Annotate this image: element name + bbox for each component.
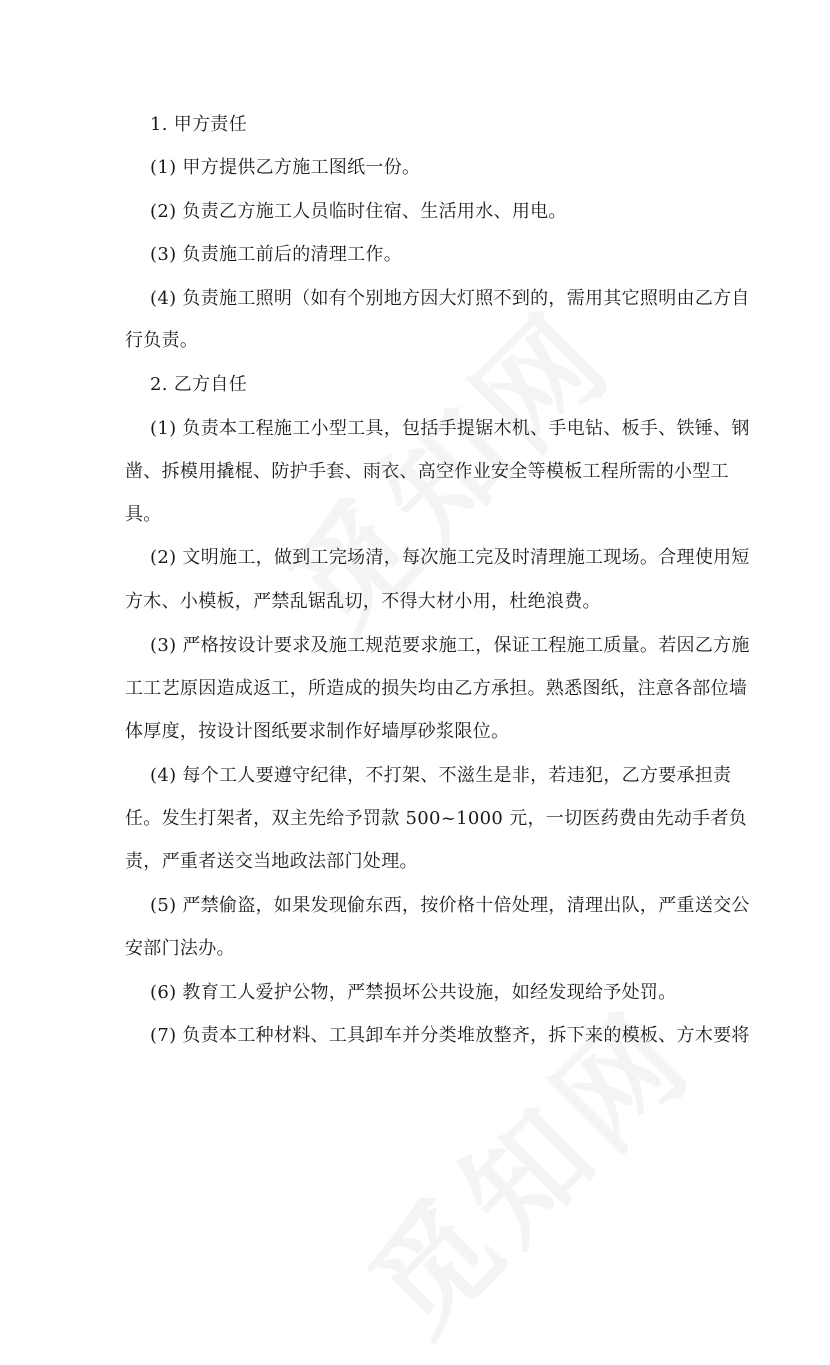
paragraph-line: 安部门法办。 [125,938,235,959]
paragraph-line: 任。发生打架者，双主先给予罚款 500~1000 元，一切医药费由先动手者负 [125,808,748,829]
section-heading: 1. 甲方责任 [150,114,247,135]
paragraph-line: (7) 负责本工种材料、工具卸车并分类堆放整齐，拆下来的模板、方木要将 [150,1025,750,1046]
paragraph-line: (1) 负责本工程施工小型工具，包括手提锯木机、手电钻、板手、铁锤、钢 [150,418,750,439]
paragraph-line: (2) 负责乙方施工人员临时住宿、生活用水、用电。 [150,201,567,222]
paragraph-line: 行负责。 [125,330,199,351]
paragraph-line: (4) 负责施工照明（如有个别地方因大灯照不到的，需用其它照明由乙方自 [150,288,750,309]
paragraph-line: (3) 负责施工前后的清理工作。 [150,244,403,265]
paragraph-line: (3) 严格按设计要求及施工规范要求施工，保证工程施工质量。若因乙方施 [150,635,750,656]
paragraph-line: 工工艺原因造成返工，所造成的损失均由乙方承担。熟悉图纸，注意各部位墙 [125,678,748,699]
paragraph-line: (2) 文明施工，做到工完场清，每次施工完及时清理施工现场。合理使用短 [150,547,750,568]
paragraph-line: (1) 甲方提供乙方施工图纸一份。 [150,157,421,178]
paragraph-line: (5) 严禁偷盗，如果发现偷东西，按价格十倍处理，清理出队，严重送交公 [150,895,750,916]
paragraph-line: 凿、拆模用撬棍、防护手套、雨衣、高空作业安全等模板工程所需的小型工 [125,461,729,482]
paragraph-line: 责，严重者送交当地政法部门处理。 [125,851,418,872]
paragraph-line: 体厚度，按设计图纸要求制作好墙厚砂浆限位。 [125,721,510,742]
section-heading: 2. 乙方自任 [150,374,247,395]
paragraph-line: (4) 每个工人要遵守纪律，不打架、不滋生是非，若违犯，乙方要承担责 [150,765,732,786]
paragraph-line: 方木、小模板，严禁乱锯乱切，不得大材小用，杜绝浪费。 [125,591,601,612]
paragraph-line: (6) 教育工人爱护公物，严禁损坏公共设施，如经发现给予处罚。 [150,982,677,1003]
paragraph-line: 具。 [125,504,162,525]
